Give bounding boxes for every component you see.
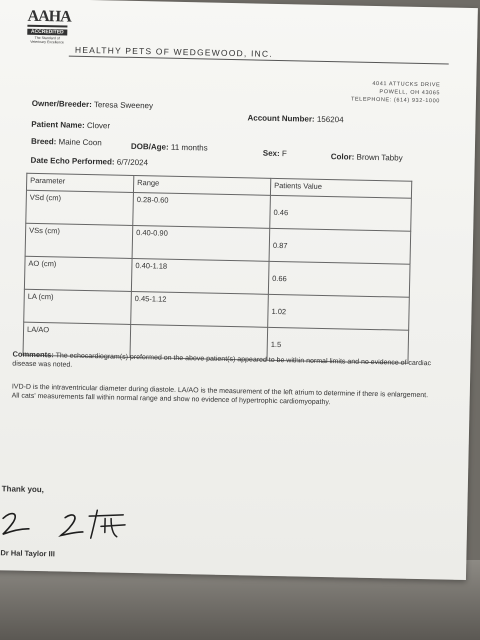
echo-measurements-table bbox=[23, 173, 413, 364]
dob-label: DOB/Age: bbox=[130, 141, 169, 152]
range-cell: 0.45-1.12 bbox=[131, 291, 269, 327]
parameter-cell: VSs (cm) bbox=[25, 223, 133, 258]
color-value: Brown Tabby bbox=[356, 152, 403, 163]
range-cell: 0.40-0.90 bbox=[132, 225, 270, 261]
parameter-cell: LA (cm) bbox=[24, 289, 132, 324]
parameter-cell: LA/AO bbox=[23, 322, 131, 357]
owner-value: Teresa Sweeney bbox=[93, 100, 154, 111]
definitions-paragraph: IVD-D is the intraventricular diameter during diastole. LA/AO is the measurement of the left atrium to determine if there is enlargement. All cats' measurements fall within normal range and show no evidence of hypertrophic cardiomyopathy. bbox=[11, 383, 429, 406]
account-value: 156204 bbox=[316, 114, 344, 125]
comments-text: The echocardiogram(s) preformed on the above patient(s) appeared to be within normal limits and no evidence of cardiac disease was noted. bbox=[12, 352, 432, 369]
clinic-name: HEALTHY PETS OF WEDGEWOOD, INC. bbox=[74, 44, 273, 59]
range-cell: 0.40-1.18 bbox=[131, 258, 269, 294]
account-label: Account Number: bbox=[247, 113, 315, 124]
dob-value: 11 months bbox=[170, 142, 208, 153]
logo-mark: AAHA bbox=[27, 7, 71, 26]
echo-date-label: Date Echo Performed: bbox=[30, 155, 115, 167]
dob-field bbox=[131, 142, 208, 153]
sex-value: F bbox=[281, 149, 287, 159]
column-header-range: Range bbox=[133, 175, 270, 195]
parameter-cell: VSd (cm) bbox=[26, 190, 134, 225]
breed-field bbox=[31, 137, 102, 147]
patient-value-cell: 0.66 bbox=[268, 261, 410, 297]
column-header-parameter: Parameter bbox=[26, 173, 133, 192]
address-city: POWELL, OH 43065 bbox=[379, 89, 441, 97]
patient-value-cell: 1.5 bbox=[267, 327, 409, 363]
patient-value-cell: 1.02 bbox=[268, 294, 410, 330]
patient-value-cell: 0.46 bbox=[270, 195, 412, 231]
echo-date-value: 6/7/2024 bbox=[116, 157, 149, 168]
breed-value: Maine Coon bbox=[58, 137, 102, 148]
color-label: Color: bbox=[330, 152, 355, 162]
breed-label: Breed: bbox=[30, 136, 57, 147]
thank-you-text: Thank you, bbox=[1, 484, 45, 495]
color-field bbox=[331, 152, 403, 163]
logo-accredited: ACCREDITED bbox=[27, 29, 67, 36]
patient-name-field bbox=[31, 120, 110, 131]
address-street: 4041 ATTUCKS DRIVE bbox=[372, 80, 441, 89]
comments-label: Comments: bbox=[12, 349, 54, 360]
parameter-cell: AO (cm) bbox=[24, 256, 132, 291]
account-field bbox=[247, 113, 343, 124]
aaha-logo bbox=[27, 7, 71, 54]
owner-label: Owner/Breeder: bbox=[31, 98, 92, 110]
column-header-patients-value: Patients Value bbox=[270, 178, 411, 198]
clinic-address bbox=[351, 80, 440, 106]
sex-field bbox=[263, 149, 287, 159]
patient-name-value: Clover bbox=[86, 120, 111, 131]
sex-label: Sex: bbox=[262, 148, 280, 159]
patient-value-cell: 0.87 bbox=[269, 228, 411, 264]
patient-name-label: Patient Name: bbox=[31, 119, 85, 130]
doctor-signature bbox=[0, 504, 139, 547]
echo-date-field bbox=[31, 156, 149, 167]
logo-tagline: The Standard of Veterinary Excellence bbox=[30, 35, 64, 45]
range-cell: 0.28-0.60 bbox=[133, 192, 271, 228]
owner-field bbox=[32, 99, 153, 111]
doctor-name: Dr Hal Taylor III bbox=[0, 548, 55, 559]
address-phone: TELEPHONE: (614) 932-1000 bbox=[350, 96, 440, 105]
